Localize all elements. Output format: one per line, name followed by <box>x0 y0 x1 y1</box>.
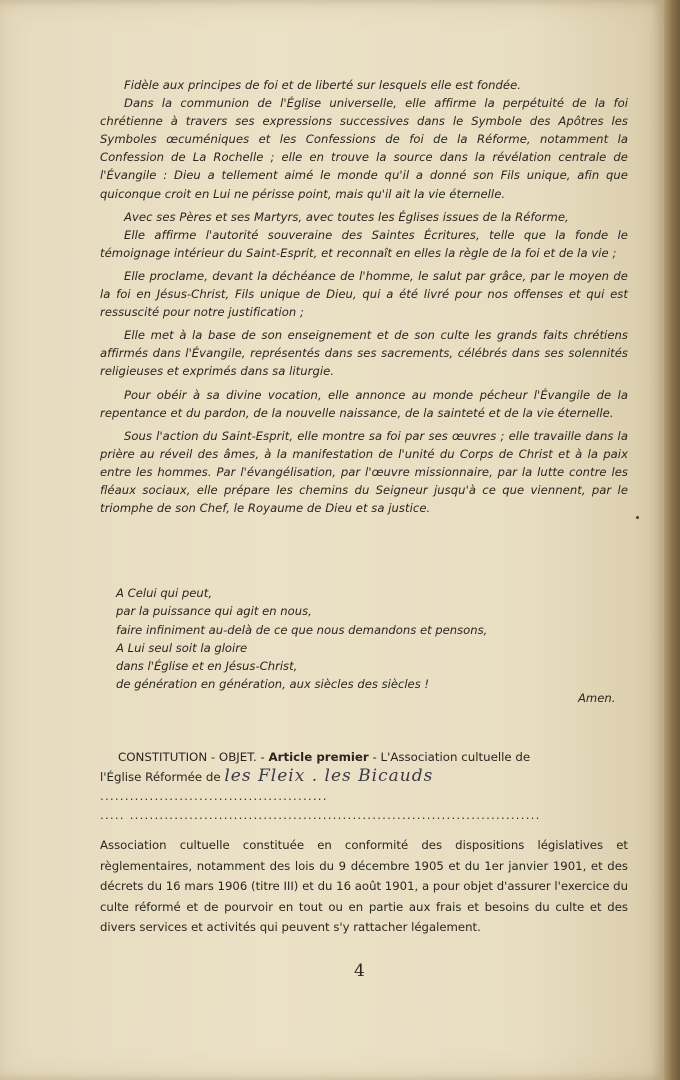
article-lead: - L'Association cultuelle de <box>372 750 531 764</box>
amen: Amen. <box>578 691 616 705</box>
article-heading <box>100 748 628 767</box>
doxology-line: faire infiniment au-delà de ce que nous demandons et pensons, <box>116 622 488 637</box>
church-name-line <box>100 767 628 787</box>
doxology <box>116 584 536 694</box>
creed-paragraph-6: Elle met à la base de son enseignement et de son culte les grands faits chrétiens affirmés dans l'Évangile, représentés dans ses sacrements, célébrés dans ses solennités religieuses et exprimés dans sa liturgie. <box>100 328 628 379</box>
confession-of-faith <box>100 76 628 517</box>
doxology-line: A Lui seul soit la gloire <box>116 640 248 655</box>
creed-paragraph-5: Elle proclame, devant la déchéance de l'homme, le salut par grâce, par le moyen de la foi en Jésus-Christ, Fils unique de Dieu, qui a été livré pour nos offenses et qui est ressuscité pour notre justification ; <box>100 268 628 320</box>
creed-paragraph-8: Sous l'action du Saint-Esprit, elle montre sa foi par ses œuvres ; elle travaille dans la prière au réveil des âmes, à la manifestation de l'unité du Corps de Christ et à la paix entre les hommes. Par l'évangélisation, par l'œuvre missionnaire, par la lutte contre les fléaux sociaux, elle prépare les chemins du Seigneur jusqu'à ce que viennent, par le triomphe de son Chef, le Royaume de Dieu et sa justice. <box>100 428 628 516</box>
doxology-line: de génération en génération, aux siècles des siècles ! <box>116 677 430 692</box>
doxology-line: par la puissance qui agit en nous, <box>116 604 312 619</box>
creed-paragraph-7: Pour obéir à sa divine vocation, elle annonce au monde pécheur l'Évangile de la repentance et du pardon, de la nouvelle naissance, de la sainteté et de la vie éternelle. <box>100 387 628 420</box>
creed-paragraph-3: Avec ses Pères et ses Martyrs, avec toutes les Églises issues de la Réforme, <box>124 209 569 224</box>
ink-speck <box>636 516 639 519</box>
doxology-line: dans l'Église et en Jésus-Christ, <box>116 659 298 674</box>
article-label: Article premier <box>268 750 369 764</box>
creed-paragraph-1: Fidèle aux principes de foi et de liberté sur lesquels elle est fondée. <box>124 78 521 92</box>
doxology-line: A Celui qui peut, <box>116 586 213 600</box>
creed-paragraph-2: Dans la communion de l'Église universelle, elle affirme la perpétuité de la foi chrétienne à travers ses expressions successives dans le Symbole des Apôtres les Symboles œcuméniques et les Confessions de foi de la Réforme, notamment la Confession de La Rochelle ; elle en trouve la source dans la révélation centrale de l'Évangile : Dieu a tellement aimé le monde qu'il a donné son Fils unique, afin que quiconque croit en Lui ne périsse point, mais qu'il ait la vie éternelle. <box>100 96 628 201</box>
page-edge-shadow <box>664 0 680 1080</box>
fill-in-dots: ..... ................................................................................... <box>100 808 541 822</box>
fill-in-dots: .............................................. <box>100 789 328 803</box>
article-body: Association cultuelle constituée en conformité des dispositions législatives et règlementaires, notamment des lois du 9 décembre 1905 et du 1er janvier 1901, et des décrets du 16 mars 1906 (titre III) et du 16 août 1901, a pour objet d'assurer l'exercice du culte réformé et de pourvoir en tout ou en partie aux frais et besoins du culte et des divers services et activités qui peuvent s'y rattacher légalement. <box>100 838 628 934</box>
constitution-heading: CONSTITUTION - OBJET. - <box>118 750 265 764</box>
creed-paragraph-4: Elle affirme l'autorité souveraine des Saintes Écritures, telle que la fonde le témoignage intérieur du Saint-Esprit, et reconnaît en elles la règle de la foi et de la vie ; <box>100 227 628 260</box>
constitution-article <box>100 748 628 938</box>
handwritten-place-name: les Fleix . les Bicauds <box>224 766 434 786</box>
page-number: 4 <box>354 961 365 981</box>
church-prefix: l'Église Réformée de <box>100 770 221 784</box>
